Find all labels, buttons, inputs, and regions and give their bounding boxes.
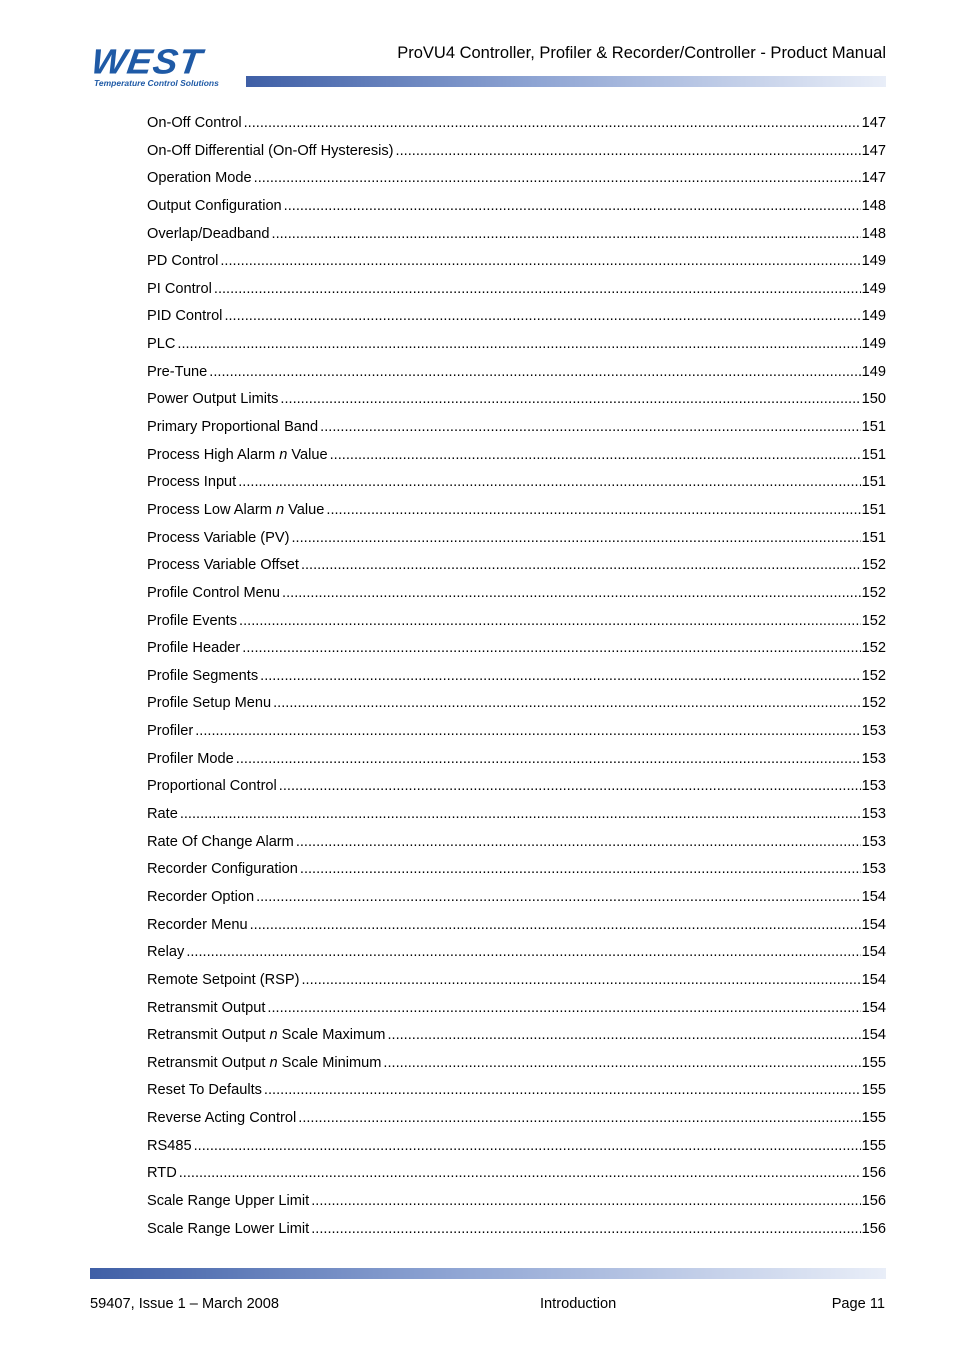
index-entry[interactable] [147, 1190, 886, 1218]
index-entry-label [147, 803, 180, 825]
index-entry-variable: n [275, 501, 285, 518]
index-entry-page: 154 [861, 999, 886, 1016]
index-entry-text: Retransmit Output [147, 999, 266, 1016]
index-entry[interactable] [147, 997, 886, 1025]
index-entry-label [147, 527, 291, 549]
index-entry-label [147, 969, 302, 991]
index-entry-text: Retransmit Output [147, 1027, 270, 1044]
index-entry-text: Output Configuration [147, 197, 282, 214]
index-entry-text: Overlap/Deadband [147, 225, 270, 242]
index-entry-page: 151 [861, 446, 886, 463]
index-entry[interactable] [147, 112, 886, 140]
index-entry-label [147, 250, 220, 272]
index-entry-label [147, 278, 214, 300]
index-entry[interactable] [147, 1107, 886, 1135]
index-entry[interactable] [147, 610, 886, 638]
index-entry-label [147, 1079, 264, 1101]
index-entry-label [147, 1135, 194, 1157]
index-entry-page: 148 [861, 225, 886, 242]
index-entry-page: 149 [861, 308, 886, 325]
index-entry-page: 153 [861, 861, 886, 878]
index-entry-page: 147 [861, 142, 886, 159]
dot-leader [284, 195, 861, 217]
index-entry-text: Recorder Configuration [147, 861, 298, 878]
index-entry[interactable] [147, 167, 886, 195]
index-entry-label [147, 637, 242, 659]
dot-leader [296, 831, 861, 853]
index-entry-text-suffix: Scale Minimum [277, 1054, 382, 1071]
index-entry-label [147, 195, 284, 217]
dot-leader [224, 305, 860, 327]
index-entry[interactable] [147, 720, 886, 748]
index-entry-label [147, 1024, 387, 1046]
index-entry[interactable] [147, 886, 886, 914]
index-entry-label [147, 582, 282, 604]
dot-leader [236, 748, 861, 770]
index-entry[interactable] [147, 305, 886, 333]
dot-leader [267, 997, 860, 1019]
index-entry-page: 153 [861, 806, 886, 823]
index-entry-page: 147 [861, 170, 886, 187]
dot-leader [242, 637, 860, 659]
index-entry-text: Process Variable Offset [147, 557, 299, 574]
index-entry-label [147, 167, 254, 189]
index-entry-text: Recorder Menu [147, 916, 248, 933]
index-entry[interactable] [147, 388, 886, 416]
dot-leader [311, 1218, 860, 1240]
dot-leader [186, 941, 860, 963]
dot-leader [260, 665, 861, 687]
index-entry-page: 155 [861, 1082, 886, 1099]
index-entry-text: RTD [147, 1165, 177, 1182]
index-entry-text-suffix: Value [284, 501, 325, 518]
index-entry-text: PI Control [147, 280, 212, 297]
index-entry[interactable] [147, 361, 886, 389]
dot-leader [301, 554, 861, 576]
index-entry[interactable] [147, 914, 886, 942]
index-entry-label [147, 554, 301, 576]
index-entry-page: 153 [861, 750, 886, 767]
index-entry-text: Rate Of Change Alarm [147, 833, 294, 850]
index-entry-page: 153 [861, 723, 886, 740]
index-entry[interactable] [147, 333, 886, 361]
index-entry[interactable] [147, 1218, 886, 1246]
dot-leader [279, 775, 861, 797]
dot-leader [280, 388, 860, 410]
index-entry[interactable] [147, 1079, 886, 1107]
index-entry-label [147, 471, 238, 493]
index-entry-label [147, 388, 280, 410]
index-entry-page: 152 [861, 584, 886, 601]
index-entry-text: Reset To Defaults [147, 1082, 262, 1099]
index-entry[interactable] [147, 582, 886, 610]
dot-leader [239, 610, 861, 632]
dot-leader [383, 1052, 860, 1074]
index-entry-label [147, 748, 236, 770]
index-entry-text: Scale Range Upper Limit [147, 1192, 310, 1209]
index-entry-text: Operation Mode [147, 170, 252, 187]
index-entry-page: 152 [861, 667, 886, 684]
index-entry[interactable] [147, 278, 886, 306]
index-entry-text: Profile Control Menu [147, 584, 281, 601]
index-entry-text: On-Off Differential (On-Off Hysteresis) [147, 142, 394, 159]
index-entry-page: 152 [861, 695, 886, 712]
index-entry[interactable] [147, 499, 886, 527]
index-entry[interactable] [147, 554, 886, 582]
dot-leader [302, 969, 861, 991]
index-entry-variable: n [279, 446, 288, 463]
index-entry-text: Proportional Control [147, 778, 277, 795]
index-entry-page: 156 [861, 1165, 886, 1182]
index-entry[interactable] [147, 1052, 886, 1080]
dot-leader [177, 333, 860, 355]
index-entry[interactable] [147, 941, 886, 969]
index-entry-page: 149 [861, 253, 886, 270]
west-logo [88, 42, 252, 92]
index-entry-label [147, 1107, 298, 1129]
index-entry-text: PD Control [147, 253, 219, 270]
index-entry-page: 148 [861, 197, 886, 214]
footer-divider-bar [90, 1268, 886, 1279]
index-entry-page: 154 [861, 1027, 886, 1044]
index-entry[interactable] [147, 140, 886, 168]
index-entry[interactable] [147, 775, 886, 803]
index-entry-page: 151 [861, 419, 886, 436]
index-entry-text: On-Off Control [147, 115, 242, 131]
logo-wordmark: WEST [88, 42, 206, 82]
index-entry-text: Retransmit Output [147, 1054, 270, 1071]
dot-leader [264, 1079, 861, 1101]
index-entry-page: 155 [861, 1137, 886, 1154]
index-entry-label [147, 499, 326, 521]
dot-leader [195, 720, 860, 742]
index-entry-text: Scale Range Lower Limit [147, 1220, 310, 1237]
dot-leader [273, 692, 861, 714]
index-entry[interactable] [147, 1024, 886, 1052]
index-entry-page: 150 [861, 391, 886, 408]
index-entry-page: 153 [861, 833, 886, 850]
index-entry[interactable] [147, 831, 886, 859]
index-entry-label [147, 1218, 311, 1240]
index-entry-page: 152 [861, 640, 886, 657]
index-entry-page: 154 [861, 971, 886, 988]
dot-leader [194, 1135, 861, 1157]
index-entry-variable: n [269, 1054, 278, 1071]
index-entry-label [147, 665, 260, 687]
page-header-title: ProVU4 Controller, Profiler & Recorder/Controller - Product Manual [397, 44, 886, 62]
index-entry-label [147, 914, 250, 936]
index-entry-page: 151 [861, 501, 886, 518]
index-entry-text: Relay [147, 944, 185, 961]
index-entry-text: Profiler [147, 723, 194, 740]
dot-leader [387, 1024, 860, 1046]
index-entry-page: 155 [861, 1110, 886, 1127]
index-entry-text: Process High Alarm [147, 446, 280, 463]
index-entry[interactable] [147, 692, 886, 720]
index-entry-label [147, 1190, 311, 1212]
index-entry-text: PLC [147, 336, 176, 353]
index-entry-label [147, 416, 320, 438]
index-entry-text: RS485 [147, 1137, 192, 1154]
index-entry-label [147, 112, 244, 134]
index-entry-label [147, 444, 330, 466]
dot-leader [272, 223, 861, 245]
index-entry-text: Profile Setup Menu [147, 695, 272, 712]
index-entry-label [147, 831, 296, 853]
index-entry[interactable] [147, 803, 886, 831]
index-entry-label [147, 305, 224, 327]
dot-leader [254, 167, 861, 189]
index-entry-label [147, 610, 239, 632]
index-entry-text: Power Output Limits [147, 391, 279, 408]
footer-section: Introduction [540, 1296, 617, 1312]
index-entry-label [147, 140, 396, 162]
index-entry-page: 147 [861, 115, 886, 131]
dot-leader [282, 582, 861, 604]
index-list [147, 112, 886, 1245]
dot-leader [238, 471, 860, 493]
index-entry-page: 156 [861, 1220, 886, 1237]
index-entry-text: Remote Setpoint (RSP) [147, 971, 300, 988]
index-entry-page: 149 [861, 280, 886, 297]
index-entry[interactable] [147, 665, 886, 693]
dot-leader [214, 278, 861, 300]
index-entry[interactable] [147, 748, 886, 776]
index-entry-label [147, 223, 272, 245]
dot-leader [320, 416, 860, 438]
index-entry-label [147, 886, 256, 908]
index-entry-text: PID Control [147, 308, 223, 325]
index-entry-label [147, 1162, 179, 1184]
index-entry-text: Primary Proportional Band [147, 419, 319, 436]
dot-leader [179, 1162, 861, 1184]
index-entry-text: Process Variable (PV) [147, 529, 290, 546]
index-entry-text: Recorder Option [147, 888, 255, 905]
index-entry-text: Rate [147, 806, 178, 823]
footer-page-number: Page 11 [831, 1296, 885, 1312]
dot-leader [180, 803, 861, 825]
index-entry-page: 153 [861, 778, 886, 795]
index-entry[interactable] [147, 444, 886, 472]
index-entry-label [147, 997, 267, 1019]
dot-leader [220, 250, 860, 272]
index-entry-page: 152 [861, 557, 886, 574]
dot-leader [250, 914, 861, 936]
dot-leader [396, 140, 861, 162]
index-entry-page: 151 [861, 529, 886, 546]
index-entry-page: 151 [861, 474, 886, 491]
index-entry-label [147, 941, 186, 963]
index-entry-text: Profile Events [147, 612, 238, 629]
index-entry-text: Profile Header [147, 640, 241, 657]
index-entry[interactable] [147, 471, 886, 499]
index-entry-text: Pre-Tune [147, 363, 208, 380]
index-entry-text: Profile Segments [147, 667, 259, 684]
index-entry[interactable] [147, 1135, 886, 1163]
dot-leader [330, 444, 861, 466]
index-entry-text: Profiler Mode [147, 750, 234, 767]
index-entry[interactable] [147, 637, 886, 665]
index-entry[interactable] [147, 858, 886, 886]
index-entry-page: 154 [861, 888, 886, 905]
dot-leader [311, 1190, 860, 1212]
index-entry-page: 156 [861, 1192, 886, 1209]
dot-leader [244, 112, 861, 134]
index-entry-label [147, 1052, 383, 1074]
dot-leader [209, 361, 860, 383]
index-entry-page: 154 [861, 916, 886, 933]
index-entry[interactable] [147, 527, 886, 555]
logo-tagline: Temperature Control Solutions [94, 78, 219, 88]
index-entry-page: 149 [861, 336, 886, 353]
dot-leader [326, 499, 860, 521]
index-entry-variable: n [269, 1027, 278, 1044]
index-entry[interactable] [147, 250, 886, 278]
index-entry-page: 155 [861, 1054, 886, 1071]
index-entry[interactable] [147, 969, 886, 997]
header-divider-bar [246, 76, 886, 87]
index-entry-page: 154 [861, 944, 886, 961]
dot-leader [291, 527, 860, 549]
dot-leader [256, 886, 861, 908]
index-entry-text: Process Low Alarm [147, 501, 276, 518]
index-entry-label [147, 692, 273, 714]
index-entry-label [147, 333, 177, 355]
index-entry-text-suffix: Value [287, 446, 328, 463]
index-entry-text-suffix: Scale Maximum [277, 1027, 386, 1044]
index-entry[interactable] [147, 223, 886, 251]
index-entry-page: 152 [861, 612, 886, 629]
index-entry[interactable] [147, 1162, 886, 1190]
dot-leader [300, 858, 861, 880]
index-entry-label [147, 775, 279, 797]
footer-document-id: 59407, Issue 1 – March 2008 [90, 1296, 280, 1312]
index-entry-label [147, 361, 209, 383]
index-entry-text: Reverse Acting Control [147, 1110, 297, 1127]
index-entry[interactable] [147, 416, 886, 444]
index-entry-label [147, 720, 195, 742]
dot-leader [298, 1107, 860, 1129]
index-entry[interactable] [147, 195, 886, 223]
index-entry-label [147, 858, 300, 880]
index-entry-page: 149 [861, 363, 886, 380]
index-entry-text: Process Input [147, 474, 237, 491]
